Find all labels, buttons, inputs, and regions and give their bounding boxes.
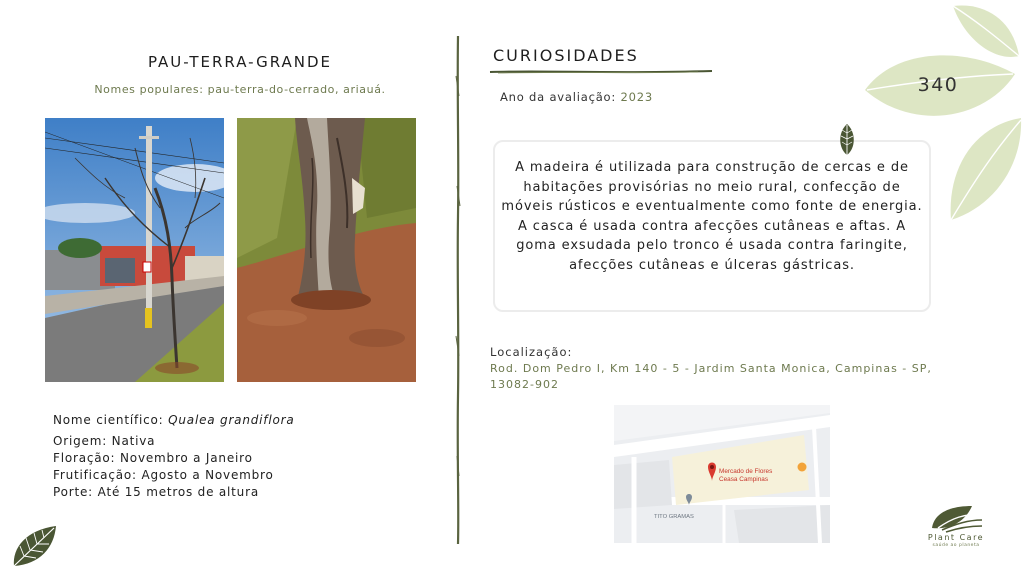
logo-name: Plant Care <box>927 533 985 542</box>
size-row <box>53 484 294 501</box>
year-label: Ano da avaliação: <box>500 90 617 104</box>
plant-name: PAU-TERRA-GRANDE <box>147 53 333 71</box>
leaf-decoration-icon <box>10 522 60 570</box>
origin-row <box>53 433 294 450</box>
fruiting-row <box>53 467 294 484</box>
year-value: 2023 <box>620 90 654 104</box>
curiosities-text: A madeira é utilizada para construção de cercas e de habitações provisórias no meio rural, confecção de móveis rústicos e eventualmente como fonte de energia. A casca é usada contra afecções cutâneas e aftas. A goma exsudada pelo tronco é usada contra faringite, afecções cutâneas e úlceras gástricas. <box>501 160 923 273</box>
popular-names-value: pau-terra-do-cerrado, ariauá. <box>207 83 386 96</box>
map-place-name-line2: Ceasa Campinas <box>719 476 769 483</box>
fruiting-label: Frutificação: <box>53 468 137 482</box>
logo-tagline: saúde ao planeta <box>932 543 980 548</box>
plant-care-logo-icon <box>928 502 984 534</box>
scientific-name-label: Nome científico: <box>53 413 164 427</box>
tree-photo <box>45 118 224 382</box>
location-address: Rod. Dom Pedro I, Km 140 - 5 - Jardim Santa Monica, Campinas - SP, 13082-902 <box>490 362 932 391</box>
flowering-value: Novembro a Janeiro <box>120 451 253 465</box>
plant-facts <box>53 412 294 501</box>
curiosities-title: CURIOSIDADES <box>493 46 639 65</box>
badge-number: 340 <box>917 74 959 96</box>
origin-label: Origem: <box>53 434 108 448</box>
leaves-decoration-icon <box>855 0 1024 226</box>
vertical-divider <box>452 36 464 544</box>
evaluation-year <box>500 90 653 104</box>
size-value: Até 15 metros de altura <box>97 485 259 499</box>
scientific-name-value: Qualea grandiflora <box>168 413 295 427</box>
map-place-name-line1: Mercado de Flores <box>719 468 773 475</box>
location-label: Localização: <box>490 345 573 359</box>
scientific-name-row <box>53 412 294 429</box>
map-poi-label: TITO GRAMAS <box>654 514 694 520</box>
location-map[interactable] <box>614 405 830 543</box>
size-label: Porte: <box>53 485 94 499</box>
flowering-label: Floração: <box>53 451 116 465</box>
flowering-row <box>53 450 294 467</box>
trunk-photo <box>237 118 416 382</box>
fruiting-value: Agosto a Novembro <box>141 468 274 482</box>
popular-names <box>40 83 440 96</box>
origin-value: Nativa <box>111 434 156 448</box>
title-underline <box>488 68 714 76</box>
popular-names-label: Nomes populares: <box>94 83 204 96</box>
